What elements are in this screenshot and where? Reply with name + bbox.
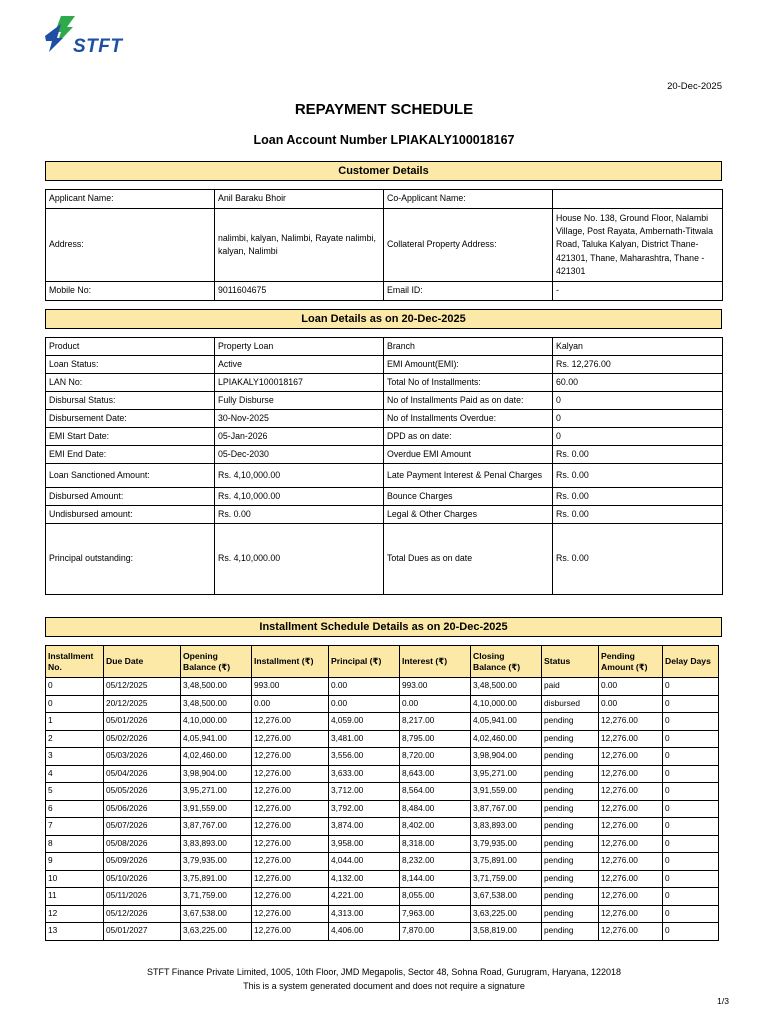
table-cell: 05/11/2026 (104, 888, 181, 906)
table-cell: 11 (46, 888, 104, 906)
table-cell: 12,276.00 (252, 748, 329, 766)
table-row (46, 410, 723, 428)
table-cell: 3,98,904.00 (471, 748, 542, 766)
table-cell: 12,276.00 (252, 835, 329, 853)
table-cell: 3,633.00 (329, 765, 400, 783)
footer-note: This is a system generated document and does not require a signature (243, 981, 525, 991)
loan-field-value: 0 (553, 392, 723, 410)
table-cell: 4,132.00 (329, 870, 400, 888)
table-cell: 3,95,271.00 (181, 783, 252, 801)
table-row (46, 392, 723, 410)
table-cell: 12,276.00 (599, 783, 663, 801)
table-cell: 1 (46, 713, 104, 731)
table-row (46, 190, 723, 209)
table-cell: 3,91,559.00 (181, 800, 252, 818)
table-cell: 05/04/2026 (104, 765, 181, 783)
table-cell: 0 (663, 870, 719, 888)
table-cell: 3,556.00 (329, 748, 400, 766)
table-cell: 0.00 (329, 695, 400, 713)
document-date: 20-Dec-2025 (667, 81, 722, 92)
table-cell: 3,63,225.00 (181, 923, 252, 941)
table-cell: 3,63,225.00 (471, 905, 542, 923)
table-cell: 4,02,460.00 (181, 748, 252, 766)
installment-schedule-header: Installment Schedule Details as on 20-Dec-2025 (45, 617, 722, 637)
loan-field-value: Active (215, 356, 384, 374)
table-cell: 4,406.00 (329, 923, 400, 941)
table-cell: 12,276.00 (252, 923, 329, 941)
table-cell: 0 (663, 835, 719, 853)
table-row (46, 748, 719, 766)
table-cell: 3,83,893.00 (181, 835, 252, 853)
table-cell: 3,91,559.00 (471, 783, 542, 801)
loan-field-label: Disbursal Status: (46, 392, 215, 410)
table-cell: 0 (663, 783, 719, 801)
table-cell: 05/06/2026 (104, 800, 181, 818)
table-cell: 12,276.00 (252, 765, 329, 783)
loan-field-label: EMI Amount(EMI): (384, 356, 553, 374)
loan-field-label: Overdue EMI Amount (384, 446, 553, 464)
logo-text: STFT (73, 36, 123, 57)
table-cell: pending (542, 923, 599, 941)
table-cell: 05/07/2026 (104, 818, 181, 836)
table-cell: 0 (46, 678, 104, 696)
table-cell: pending (542, 888, 599, 906)
table-cell: 05/12/2025 (104, 678, 181, 696)
table-cell: 0 (663, 853, 719, 871)
table-cell: 4,05,941.00 (181, 730, 252, 748)
table-cell: 3,481.00 (329, 730, 400, 748)
table-cell: 12,276.00 (252, 800, 329, 818)
table-row (46, 853, 719, 871)
table-cell: 12,276.00 (252, 783, 329, 801)
table-cell: 0 (663, 713, 719, 731)
table-cell: 3,79,935.00 (471, 835, 542, 853)
table-cell: 0.00 (329, 678, 400, 696)
table-cell: 12,276.00 (599, 818, 663, 836)
co-applicant-value (553, 190, 723, 209)
loan-field-value: Rs. 0.00 (553, 506, 723, 524)
loan-field-value: Rs. 4,10,000.00 (215, 488, 384, 506)
table-row (46, 695, 719, 713)
loan-field-label: Branch (384, 338, 553, 356)
table-cell: 05/09/2026 (104, 853, 181, 871)
table-cell: 4,02,460.00 (471, 730, 542, 748)
mobile-label: Mobile No: (46, 282, 215, 301)
table-cell: 0 (663, 730, 719, 748)
table-row (46, 888, 719, 906)
loan-field-label: Product (46, 338, 215, 356)
table-cell: pending (542, 713, 599, 731)
table-cell: 12,276.00 (599, 888, 663, 906)
address-value: nalimbi, kalyan, Nalimbi, Rayate nalimbi, kalyan, Nalimbi (215, 209, 384, 282)
table-cell: disbursed (542, 695, 599, 713)
table-cell: 12,276.00 (599, 748, 663, 766)
table-cell: 9 (46, 853, 104, 871)
company-logo (43, 14, 133, 58)
column-header: Opening Balance (₹) (181, 646, 252, 678)
table-cell: 3 (46, 748, 104, 766)
table-cell: 0 (663, 888, 719, 906)
table-cell: 3,48,500.00 (181, 678, 252, 696)
loan-field-label: DPD as on date: (384, 428, 553, 446)
table-cell: 4,10,000.00 (181, 713, 252, 731)
table-cell: pending (542, 818, 599, 836)
table-cell: 0.00 (400, 695, 471, 713)
table-cell: 12,276.00 (599, 765, 663, 783)
table-cell: 8,402.00 (400, 818, 471, 836)
table-cell: 7 (46, 818, 104, 836)
table-cell: 3,75,891.00 (471, 853, 542, 871)
table-cell: 12,276.00 (599, 835, 663, 853)
table-cell: 3,48,500.00 (471, 678, 542, 696)
column-header: Status (542, 646, 599, 678)
installment-schedule-table (45, 645, 719, 941)
column-header: Delay Days (663, 646, 719, 678)
table-cell: 7,870.00 (400, 923, 471, 941)
table-cell: 3,95,271.00 (471, 765, 542, 783)
table-cell: pending (542, 905, 599, 923)
table-cell: 2 (46, 730, 104, 748)
loan-field-value: Rs. 0.00 (553, 464, 723, 488)
loan-field-value: 05-Dec-2030 (215, 446, 384, 464)
table-cell: 8,720.00 (400, 748, 471, 766)
column-header: Pending Amount (₹) (599, 646, 663, 678)
table-row (46, 783, 719, 801)
table-cell: 3,87,767.00 (181, 818, 252, 836)
column-header: Installment No. (46, 646, 104, 678)
table-cell: 12,276.00 (599, 870, 663, 888)
table-cell: pending (542, 765, 599, 783)
table-row (46, 870, 719, 888)
loan-field-label: No of Installments Paid as on date: (384, 392, 553, 410)
loan-field-value: Kalyan (553, 338, 723, 356)
table-row (46, 282, 723, 301)
table-cell: 0 (663, 695, 719, 713)
email-value: - (553, 282, 723, 301)
table-cell: 4 (46, 765, 104, 783)
table-cell: 3,79,935.00 (181, 853, 252, 871)
table-row (46, 374, 723, 392)
co-applicant-label: Co-Applicant Name: (384, 190, 553, 209)
table-cell: 8,232.00 (400, 853, 471, 871)
table-cell: pending (542, 783, 599, 801)
loan-field-value: Rs. 4,10,000.00 (215, 524, 384, 595)
loan-field-label: Bounce Charges (384, 488, 553, 506)
loan-field-label: Principal outstanding: (46, 524, 215, 595)
footer-address: STFT Finance Private Limited, 1005, 10th Floor, JMD Megapolis, Sector 48, Sohna Road, Gurugram, Haryana, 122018 (146, 967, 622, 977)
table-row (46, 835, 719, 853)
table-cell: 3,958.00 (329, 835, 400, 853)
table-cell: 12,276.00 (252, 713, 329, 731)
table-cell: 3,75,891.00 (181, 870, 252, 888)
column-header: Principal (₹) (329, 646, 400, 678)
table-cell: 12,276.00 (599, 800, 663, 818)
address-label: Address: (46, 209, 215, 282)
column-header: Installment (₹) (252, 646, 329, 678)
table-cell: 3,71,759.00 (471, 870, 542, 888)
table-cell: 0 (663, 765, 719, 783)
table-row (46, 356, 723, 374)
table-cell: pending (542, 748, 599, 766)
table-cell: 12,276.00 (252, 888, 329, 906)
loan-field-label: Loan Sanctioned Amount: (46, 464, 215, 488)
table-cell: 05/12/2026 (104, 905, 181, 923)
table-cell: 20/12/2025 (104, 695, 181, 713)
applicant-label: Applicant Name: (46, 190, 215, 209)
table-cell: 3,792.00 (329, 800, 400, 818)
applicant-value: Anil Baraku Bhoir (215, 190, 384, 209)
table-cell: 8,055.00 (400, 888, 471, 906)
loan-field-value: 0 (553, 428, 723, 446)
table-cell: 4,05,941.00 (471, 713, 542, 731)
loan-field-label: Disbursement Date: (46, 410, 215, 428)
loan-details-header: Loan Details as on 20-Dec-2025 (45, 309, 722, 329)
table-cell: 05/01/2027 (104, 923, 181, 941)
table-row (46, 730, 719, 748)
table-cell: 4,10,000.00 (471, 695, 542, 713)
table-cell: 3,712.00 (329, 783, 400, 801)
table-cell: 0 (663, 923, 719, 941)
table-cell: pending (542, 800, 599, 818)
table-cell: 05/01/2026 (104, 713, 181, 731)
loan-field-value: 60.00 (553, 374, 723, 392)
table-row (46, 446, 723, 464)
table-cell: 12,276.00 (599, 923, 663, 941)
table-cell: 13 (46, 923, 104, 941)
table-cell: 12,276.00 (252, 730, 329, 748)
loan-field-value: Property Loan (215, 338, 384, 356)
loan-field-value: 0 (553, 410, 723, 428)
footer (0, 965, 768, 993)
table-row (46, 678, 719, 696)
loan-field-label: Total Dues as on date (384, 524, 553, 595)
loan-field-label: Loan Status: (46, 356, 215, 374)
table-cell: 3,98,904.00 (181, 765, 252, 783)
loan-field-label: EMI Start Date: (46, 428, 215, 446)
loan-field-value: 05-Jan-2026 (215, 428, 384, 446)
loan-field-label: Legal & Other Charges (384, 506, 553, 524)
loan-field-value: LPIAKALY100018167 (215, 374, 384, 392)
table-cell: pending (542, 870, 599, 888)
table-row (46, 338, 723, 356)
loan-details-table (45, 337, 723, 595)
table-row (46, 428, 723, 446)
table-cell: 8,484.00 (400, 800, 471, 818)
table-cell: 12,276.00 (252, 818, 329, 836)
loan-account-heading: Loan Account Number LPIAKALY100018167 (253, 133, 515, 147)
column-header: Interest (₹) (400, 646, 471, 678)
table-cell: pending (542, 835, 599, 853)
table-cell: 4,044.00 (329, 853, 400, 871)
table-row (46, 713, 719, 731)
table-row (46, 488, 723, 506)
table-cell: 12,276.00 (252, 905, 329, 923)
table-cell: 10 (46, 870, 104, 888)
table-cell: 0 (663, 818, 719, 836)
column-header: Due Date (104, 646, 181, 678)
loan-field-label: No of Installments Overdue: (384, 410, 553, 428)
table-row (46, 209, 723, 282)
table-row (46, 905, 719, 923)
table-cell: 8,795.00 (400, 730, 471, 748)
page-number: 1/3 (717, 996, 729, 1006)
table-row (46, 923, 719, 941)
table-row (46, 800, 719, 818)
table-cell: 0.00 (252, 695, 329, 713)
loan-field-label: Disbursed Amount: (46, 488, 215, 506)
loan-field-label: Late Payment Interest & Penal Charges (384, 464, 553, 488)
table-row (46, 524, 723, 595)
table-cell: 05/03/2026 (104, 748, 181, 766)
table-cell: 0 (663, 678, 719, 696)
table-cell: paid (542, 678, 599, 696)
table-row (46, 506, 723, 524)
loan-field-label: LAN No: (46, 374, 215, 392)
table-cell: 12,276.00 (599, 713, 663, 731)
table-cell: 0 (663, 748, 719, 766)
loan-field-label: Total No of Installments: (384, 374, 553, 392)
table-cell: 12,276.00 (252, 870, 329, 888)
table-cell: 4,313.00 (329, 905, 400, 923)
customer-details-table (45, 189, 723, 301)
table-cell: 3,874.00 (329, 818, 400, 836)
collateral-address-value: House No. 138, Ground Floor, Nalambi Village, Post Rayata, Ambernath-Titwala Road, Taluka Kalyan, District Thane-421301, Thane, Maharashtra, Thane - 421301 (553, 209, 723, 282)
table-cell: 0 (663, 800, 719, 818)
table-cell: 05/05/2026 (104, 783, 181, 801)
loan-field-label: EMI End Date: (46, 446, 215, 464)
table-cell: 05/08/2026 (104, 835, 181, 853)
table-cell: 7,963.00 (400, 905, 471, 923)
loan-field-value: Rs. 12,276.00 (553, 356, 723, 374)
table-cell: pending (542, 730, 599, 748)
table-cell: 3,67,538.00 (181, 905, 252, 923)
table-cell: 12,276.00 (599, 853, 663, 871)
table-cell: 0 (663, 905, 719, 923)
table-cell: 3,87,767.00 (471, 800, 542, 818)
table-cell: 12,276.00 (252, 853, 329, 871)
mobile-value: 9011604675 (215, 282, 384, 301)
table-cell: 993.00 (252, 678, 329, 696)
loan-field-value: Rs. 0.00 (553, 446, 723, 464)
table-cell: 993.00 (400, 678, 471, 696)
table-cell: pending (542, 853, 599, 871)
loan-field-value: Rs. 0.00 (215, 506, 384, 524)
table-cell: 12 (46, 905, 104, 923)
loan-field-value: Rs. 0.00 (553, 488, 723, 506)
loan-field-value: Fully Disburse (215, 392, 384, 410)
table-row (46, 818, 719, 836)
table-cell: 8 (46, 835, 104, 853)
table-cell: 0 (46, 695, 104, 713)
table-cell: 12,276.00 (599, 730, 663, 748)
table-cell: 3,83,893.00 (471, 818, 542, 836)
page-title: REPAYMENT SCHEDULE (294, 101, 474, 118)
table-cell: 4,059.00 (329, 713, 400, 731)
table-cell: 8,318.00 (400, 835, 471, 853)
table-row (46, 464, 723, 488)
customer-details-header: Customer Details (45, 161, 722, 181)
table-cell: 3,71,759.00 (181, 888, 252, 906)
table-cell: 12,276.00 (599, 905, 663, 923)
table-cell: 3,67,538.00 (471, 888, 542, 906)
table-cell: 05/10/2026 (104, 870, 181, 888)
table-cell: 6 (46, 800, 104, 818)
table-cell: 05/02/2026 (104, 730, 181, 748)
collateral-address-label: Collateral Property Address: (384, 209, 553, 282)
table-cell: 0.00 (599, 695, 663, 713)
loan-field-label: Undisbursed amount: (46, 506, 215, 524)
table-cell: 3,48,500.00 (181, 695, 252, 713)
column-header: Closing Balance (₹) (471, 646, 542, 678)
loan-field-value: 30-Nov-2025 (215, 410, 384, 428)
table-cell: 3,58,819.00 (471, 923, 542, 941)
table-cell: 5 (46, 783, 104, 801)
table-cell: 8,643.00 (400, 765, 471, 783)
table-cell: 8,564.00 (400, 783, 471, 801)
table-cell: 4,221.00 (329, 888, 400, 906)
table-header-row (46, 646, 719, 678)
loan-field-value: Rs. 4,10,000.00 (215, 464, 384, 488)
email-label: Email ID: (384, 282, 553, 301)
table-cell: 8,144.00 (400, 870, 471, 888)
table-row (46, 765, 719, 783)
loan-field-value: Rs. 0.00 (553, 524, 723, 595)
table-cell: 8,217.00 (400, 713, 471, 731)
table-cell: 0.00 (599, 678, 663, 696)
